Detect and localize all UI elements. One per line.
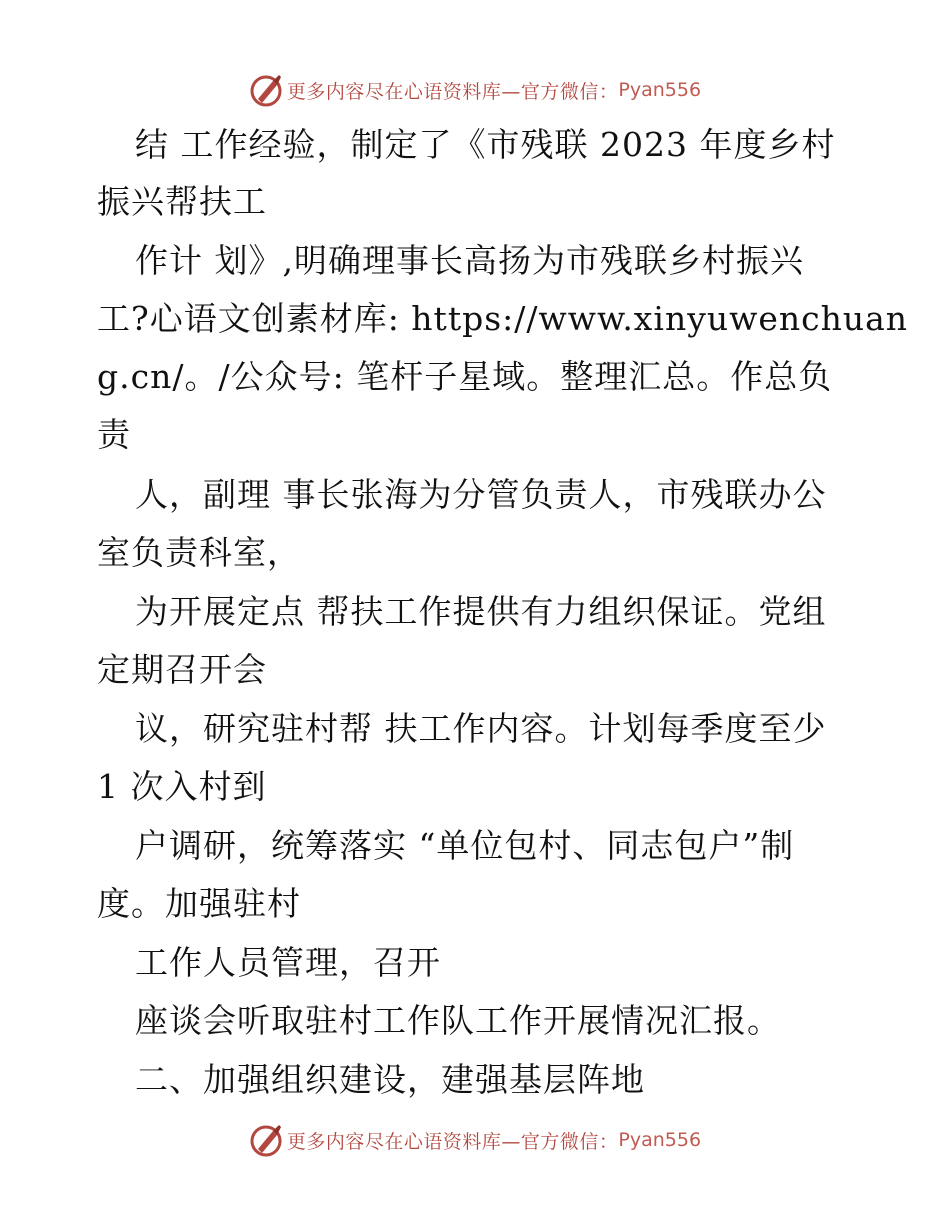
header-banner [0, 70, 950, 110]
banner-handle: Pyan556 [618, 79, 702, 101]
paragraph-line: 工作人员管理，召开 [135, 943, 441, 982]
section-heading: 二、加强组织建设，建强基层阵地 [135, 1060, 645, 1099]
paragraph-line: g.cn/。/公众号: 笔杆子星域。整理汇总。作总负 [97, 357, 833, 396]
paragraph-line: 人，副理 事长张海为分管负责人，市残联办公 [135, 475, 827, 514]
paragraph-line: 作计 划》,明确理事长高扬为市残联乡村振兴 [135, 241, 804, 280]
paragraph-line: 振兴帮扶工 [97, 182, 267, 221]
paragraph-line: 1 次入村到 [97, 767, 267, 806]
paragraph-line: 结 工作经验，制定了《市残联 2023 年度乡村 [135, 125, 836, 164]
paragraph-line: 议，研究驻村帮 扶工作内容。计划每季度至少 [135, 709, 827, 748]
banner-handle: Pyan556 [618, 1129, 702, 1151]
paragraph-line: 座谈会听取驻村工作队工作开展情况汇报。 [135, 1001, 781, 1040]
paragraph-line: 工?心语文创素材库: https://www.xinyuwenchuan [97, 299, 909, 338]
pen-logo-icon [249, 73, 283, 107]
paragraph-line: 户调研，统筹落实 “单位包村、同志包户”制 [135, 826, 795, 865]
footer-banner [0, 1120, 950, 1160]
paragraph-line: 为开展定点 帮扶工作提供有力组织保证。党组 [135, 592, 827, 631]
banner-text: 更多内容尽在心语资料库—官方微信： [286, 80, 619, 103]
paragraph-line: 定期召开会 [97, 650, 267, 689]
banner-text: 更多内容尽在心语资料库—官方微信： [286, 1130, 619, 1153]
paragraph-line: 室负责科室， [97, 533, 301, 572]
pen-logo-icon [249, 1123, 283, 1157]
paragraph-line: 责 [97, 415, 131, 454]
paragraph-line: 度。加强驻村 [97, 884, 301, 923]
